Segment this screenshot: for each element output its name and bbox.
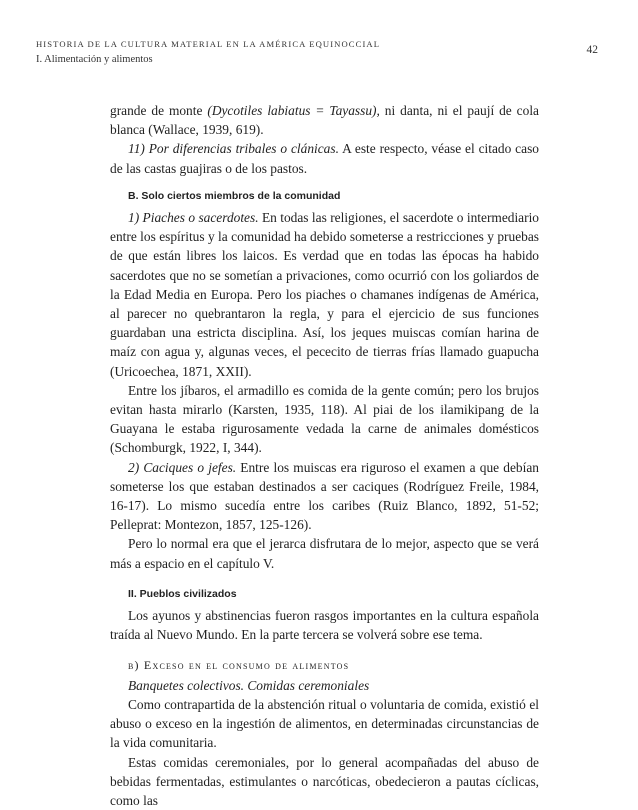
section-heading: B. Solo ciertos miembros de la comunidad	[110, 187, 539, 206]
paragraph: Estas comidas ceremoniales, por lo general acompañadas del abuso de bebidas fermentadas, estimulantes o narcóticas, obedecieron a pautas cíclicas, como las	[110, 753, 539, 810]
section-heading: II. Pueblos civilizados	[110, 585, 539, 604]
subsection-heading: Banquetes colectivos. Comidas ceremoniales	[110, 676, 539, 695]
running-subtitle: I. Alimentación y alimentos	[36, 54, 153, 65]
body-text	[110, 101, 539, 810]
paragraph: grande de monte (Dycotiles labiatus = Tayassu), ni danta, ni el paují de cola blanca (Wallace, 1939, 619).	[110, 101, 539, 139]
paragraph: Pero lo normal era que el jerarca disfrutara de lo mejor, aspecto que se verá más a espacio en el capítulo V.	[110, 534, 539, 572]
paragraph: 2) Caciques o jefes. Entre los muiscas era riguroso el examen a que debían someterse los que estaban destinados a ser caciques (Rodríguez Freile, 1984, 16-17). Lo mismo sucedía entre los caribes (Ruiz Blanco, 1892, 51-52; Pelleprat: Montezon, 1857, 125-126).	[110, 458, 539, 535]
paragraph: 11) Por diferencias tribales o clánicas. A este respecto, véase el citado caso de las castas guajiras o de los pastos.	[110, 139, 539, 177]
page-number: 42	[587, 44, 599, 56]
paragraph: 1) Piaches o sacerdotes. En todas las religiones, el sacerdote o intermediario entre los espíritus y la comunidad ha debido someterse a restricciones y pruebas de que están libres los laicos. Es verdad que en todas las épocas ha habido sacerdotes que no se sometían a privaciones, como ocurrió con los goliardos de la Edad Media en Europa. Pero los piaches o chamanes indígenas de América, al parecer no quebrantaron la regla, y para el ejercicio de sus funciones guardaban una estricta disciplina. Así, los jeques muiscas comían harina de maíz con agua y, algunas veces, el pececito de tierras frías llamado guapucha (Uricoechea, 1871, XXII).	[110, 208, 539, 381]
running-title: HISTORIA DE LA CULTURA MATERIAL EN LA AMÉRICA EQUINOCCIAL	[36, 39, 380, 49]
section-heading: b) Exceso en el consumo de alimentos	[110, 656, 539, 675]
paragraph: Los ayunos y abstinencias fueron rasgos importantes en la cultura española traída al Nuevo Mundo. En la parte tercera se volverá sobre ese tema.	[110, 606, 539, 644]
paragraph: Entre los jíbaros, el armadillo es comida de la gente común; pero los brujos evitan hasta mirarlo (Karsten, 1935, 118). Al piai de los ilamikipang de la Guayana le estaba rigurosamente vedada la carne de animales domésticos (Schomburgk, 1922, I, 344).	[110, 381, 539, 458]
paragraph: Como contrapartida de la abstención ritual o voluntaria de comida, existió el abuso o exceso en la ingestión de alimentos, en determinadas circunstancias de la vida comunitaria.	[110, 695, 539, 753]
